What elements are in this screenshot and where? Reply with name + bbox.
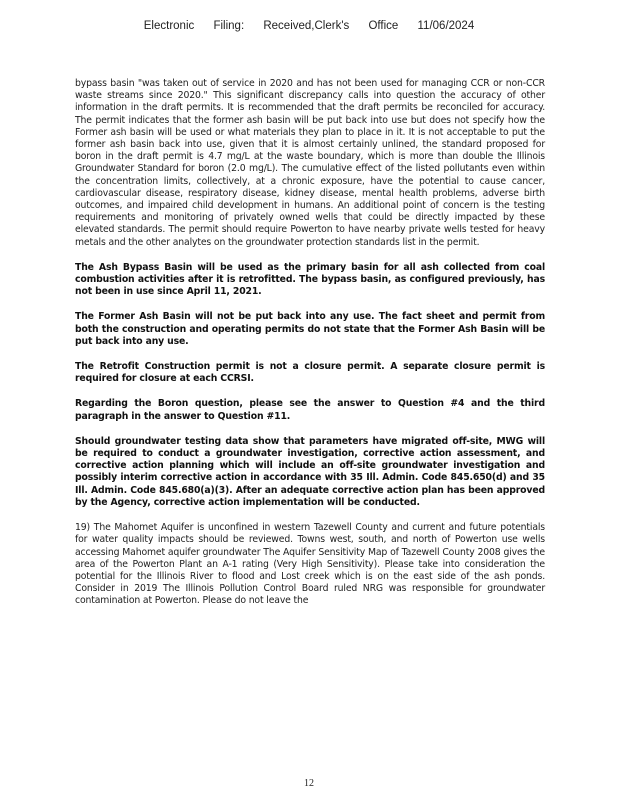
page-number: 12	[304, 778, 314, 789]
paragraph-response-former-ash-basin: The Former Ash Basin will not be put back into any use. The fact sheet and permit from both the construction and operating permits do not state that the Former Ash Basin will be put back into any use.	[75, 311, 545, 347]
header-received: Received,Clerk's	[263, 20, 350, 32]
document-body	[75, 78, 545, 621]
filing-header	[0, 20, 618, 32]
header-filing: Filing:	[213, 20, 245, 32]
header-date: 11/06/2024	[417, 20, 475, 32]
header-office: Office	[368, 20, 399, 32]
paragraph-comment-continued: bypass basin "was taken out of service in 2020 and has not been used for managing CCR or non-CCR waste streams since 2020." This significant discrepancy calls into question the accuracy of other information in the draft permits. It is recommended that the draft permits be reconciled for accuracy. The permit indicates that the former ash basin will be put back into use but does not specify how the Former ash basin will be used or what materials they plan to place in it. It is not acceptable to put the former ash basin back into use, given that it is almost certainly unlined, the standard proposed for boron in the draft permit is 4.7 mg/L at the waste boundary, which is more than double the Illinois Groundwater Standard for boron (2.0 mg/L). The cumulative effect of the listed pollutants even within the concentration limits, collectively, at a chronic exposure, have the potential to cause cancer, cardiovascular disease, respiratory disease, kidney disease, mental health problems, adverse birth outcomes, and impaired child development in humans. An additional point of concern is the testing requirements and monitoring of privately owned wells that could be directly impacted by these elevated standards. The permit should require Powerton to have nearby private wells tested for heavy metals and the other analytes on the groundwater protection standards list in the permit.	[75, 78, 545, 248]
paragraph-response-boron: Regarding the Boron question, please see the answer to Question #4 and the third paragraph in the answer to Question #11.	[75, 398, 545, 422]
paragraph-response-groundwater: Should groundwater testing data show that parameters have migrated off-site, MWG will be required to conduct a groundwater investigation, corrective action assessment, and corrective action planning which will include an off-site groundwater investigation and possibly interim corrective action in accordance with 35 Ill. Admin. Code 845.650(d) and 35 Ill. Admin. Code 845.680(a)(3). After an adequate corrective action plan has been approved by the Agency, corrective action implementation will be conducted.	[75, 435, 545, 508]
paragraph-response-closure-permit: The Retrofit Construction permit is not a closure permit. A separate closure permit is required for closure at each CCRSI.	[75, 361, 545, 385]
paragraph-comment-19: 19) The Mahomet Aquifer is unconfined in western Tazewell County and current and future potentials for water quality impacts should be reviewed. Towns west, south, and north of Powerton use wells accessing Mahomet aquifer groundwater The Aquifer Sensitivity Map of Tazewell County 2008 gives the area of the Powerton Plant an A-1 rating (Very High Sensitivity). Please take into consideration the potential for the Illinois River to flood and Lost creek which is on the east side of the ash ponds. Consider in 2019 The Illinois Pollution Control Board ruled NRG was responsible for groundwater contamination at Powerton. Please do not leave the	[75, 522, 545, 607]
header-electronic: Electronic	[143, 20, 195, 32]
paragraph-response-bypass-basin: The Ash Bypass Basin will be used as the primary basin for all ash collected from coal combustion activities after it is retrofitted. The bypass basin, as configured previously, has not been in use since April 11, 2021.	[75, 261, 545, 298]
